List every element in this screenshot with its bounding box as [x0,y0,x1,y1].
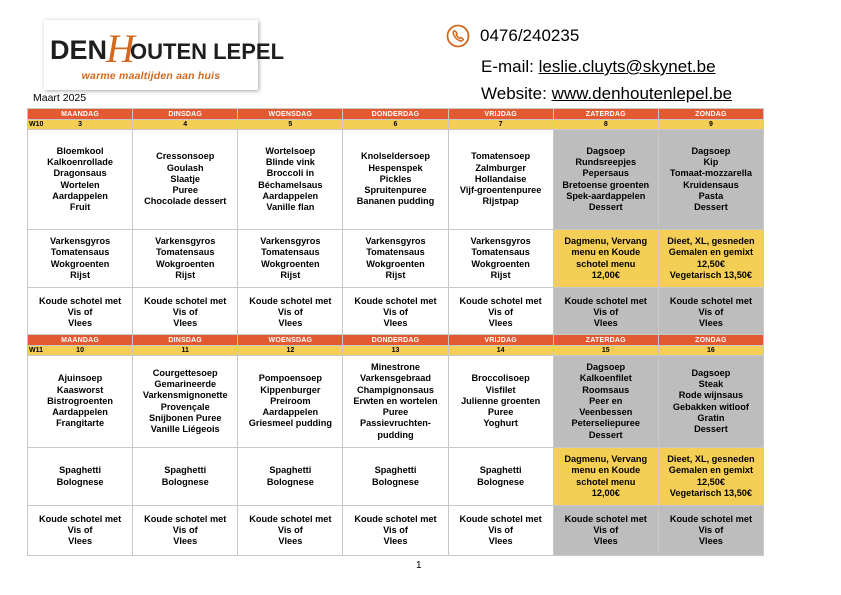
cold-plate-cell [343,288,448,338]
dish-of-week-cell [658,230,763,288]
cell-text: Courgettesoep Gemarineerde Varkensmignonette Provençale Snijbonen Puree Vanille Liégeois [142,367,228,435]
date-number: 7 [498,121,503,128]
contact-block [446,24,733,103]
day-header-row [28,109,764,120]
cold-plate-cell [658,288,763,338]
cell-text: Dieet, XL, gesneden Gemalen en gemixt 12,50€ Vegetarisch 13,50€ [667,453,755,498]
date-cell [133,346,238,356]
website-label: Website: [481,84,552,103]
cell-text: Spaghetti Bolognese [372,465,419,487]
cell-text: Koude schotel met Vis of Vlees [144,513,227,547]
cell-text: Koude schotel met Vis of Vlees [669,295,753,329]
menu-row [28,130,764,230]
date-cell [658,346,763,356]
cold-plate-cell [238,506,343,556]
cold-plate-cell [658,506,763,556]
email-link[interactable]: leslie.cluyts@skynet.be [538,57,716,76]
logo-outen-lepel: OUTEN LEPEL [130,39,285,64]
cell-text: Koude schotel met Vis of Vlees [354,513,437,547]
date-number: 12 [286,347,295,354]
cold-plate-cell [238,288,343,338]
month-label: Maart 2025 [33,92,87,104]
date-cell [28,120,133,130]
dish-of-week-cell [343,230,448,288]
dish-of-week-cell [238,448,343,506]
logo-den: DEN [50,35,108,65]
menu-cell [238,130,343,230]
dish-of-week-cell [28,230,133,288]
cold-plate-cell [133,288,238,338]
menu-cell [133,356,238,448]
menu-row [28,356,764,448]
logo-tagline: warme maaltijden aan huis [81,70,221,82]
date-cell [238,346,343,356]
date-number: 11 [181,347,189,354]
cell-text: Dagmenu, Vervang menu en Koude schotel menu 12,00€ [564,453,648,498]
dish-of-week-cell [238,230,343,288]
cell-text: Koude schotel met Vis of Vlees [38,513,122,547]
cell-text: Koude schotel met Vis of Vlees [144,295,227,329]
cell-text: Koude schotel met Vis of Vlees [669,513,753,547]
dish-of-week-cell [343,448,448,506]
dish-of-week-cell [448,230,553,288]
day-header: DONDERDAG [343,335,448,346]
cold-plate-cell [28,288,133,338]
menu-cell [553,356,658,448]
cold-plate-cell [133,506,238,556]
cell-text: Dagsoep Rundsreepjes Pepersaus Bretoense groenten Spek-aardappelen Dessert [562,145,650,213]
dish-of-week-row [28,448,764,506]
cell-text: Knolseldersoep Hespenspek Pickles Spruitenpuree Bananen pudding [356,151,435,207]
date-cell [343,120,448,130]
menu-cell [343,130,448,230]
cold-plate-cell [343,506,448,556]
dish-of-week-cell [658,448,763,506]
date-cell [343,346,448,356]
dish-of-week-cell [553,448,658,506]
menu-cell [658,130,763,230]
cell-text: Varkensgyros Tomatensaus Wokgroenten Rijst [365,235,426,280]
logo [44,20,285,90]
logo-wordmark [50,26,285,71]
day-header: ZONDAG [658,109,763,120]
cell-text: Koude schotel met Vis of Vlees [354,295,437,329]
logo-h: H [106,26,135,71]
date-row [28,346,764,356]
menu-cell [658,356,763,448]
date-number: 9 [708,121,713,128]
email-label: E-mail: [481,57,539,76]
cell-text: Ajuinsoep Kaasworst Bistrogroenten Aardappelen Frangitarte [47,373,113,429]
date-number: 6 [393,121,398,128]
cell-text: Varkensgyros Tomatensaus Wokgroenten Rijst [49,235,111,280]
email-line [481,57,716,77]
cold-plate-row [28,288,764,338]
date-number: 3 [78,121,83,128]
cell-text: Bloemkool Kalkoenrollade Dragonsaus Wortelen Aardappelen Fruit [47,145,113,213]
week-label: W10 [29,121,44,128]
cell-text: Broccolisoep Visfilet Julienne groenten Puree Yoghurt [461,373,541,429]
day-header-row [28,335,764,346]
menu-cell [28,130,133,230]
cell-text: Dagsoep Kip Tomaat-mozzarella Kruidensaus Pasta Dessert [669,145,752,213]
cell-text: Varkensgyros Tomatensaus Wokgroenten Rijst [260,235,321,280]
week-label: W11 [29,347,44,354]
day-header: VRIJDAG [448,109,553,120]
day-header: MAANDAG [28,109,133,120]
phone-row [446,24,579,48]
cell-text: Koude schotel met Vis of Vlees [459,295,542,329]
cell-text: Cressonsoep Goulash Slaatje Puree Chocolade dessert [144,151,227,207]
date-cell [448,346,553,356]
date-cell [448,120,553,130]
date-cell [553,120,658,130]
cell-text: Wortelsoep Blinde vink Broccoli in Béchamelsaus Aardappelen Vanille flan [258,145,323,213]
cell-text: Spaghetti Bolognese [56,465,104,487]
dish-of-week-cell [133,448,238,506]
dish-of-week-cell [133,230,238,288]
cell-text: Pompoensoep Kippenburger Preiroom Aardappelen Griesmeel pudding [248,373,332,429]
cold-plate-row [28,506,764,556]
day-header: MAANDAG [28,335,133,346]
cell-text: Spaghetti Bolognese [266,465,314,487]
day-header: DONDERDAG [343,109,448,120]
week-table [27,334,764,556]
cell-text: Dagsoep Steak Rode wijnsaus Gebakken witloof Gratin Dessert [672,367,749,435]
cell-text: Dagmenu, Vervang menu en Koude schotel menu 12,00€ [564,235,648,280]
date-number: 15 [601,347,610,354]
menu-cell [448,130,553,230]
cell-text: Dieet, XL, gesneden Gemalen en gemixt 12,50€ Vegetarisch 13,50€ [667,235,755,280]
cold-plate-cell [448,506,553,556]
date-cell [553,346,658,356]
cold-plate-cell [553,506,658,556]
date-number: 5 [288,121,293,128]
cell-text: Varkensgyros Tomatensaus Wokgroenten Rijst [155,235,216,280]
cold-plate-cell [553,288,658,338]
day-header: DINSDAG [133,335,238,346]
day-header: ZONDAG [658,335,763,346]
cell-text: Minestrone Varkensgebraad Champignonsaus Erwten en wortelen Puree Passievruchten- pudding [353,361,438,440]
cell-text: Spaghetti Bolognese [477,465,525,487]
menu-cell [448,356,553,448]
cell-text: Koude schotel met Vis of Vlees [38,295,122,329]
menu-cell [133,130,238,230]
date-number: 13 [391,347,400,354]
date-number: 16 [707,347,715,354]
cell-text: Varkensgyros Tomatensaus Wokgroenten Rijst [470,235,531,280]
website-link[interactable]: www.denhoutenlepel.be [551,84,733,103]
day-header: WOENSDAG [238,335,343,346]
day-header: WOENSDAG [238,109,343,120]
date-row [28,120,764,130]
date-number: 14 [496,347,505,354]
cold-plate-cell [28,506,133,556]
dish-of-week-cell [28,448,133,506]
menu-cell [28,356,133,448]
dish-of-week-row [28,230,764,288]
date-number: 4 [183,121,188,128]
website-line [481,84,732,104]
date-cell [658,120,763,130]
cold-plate-cell [448,288,553,338]
menu-cell [238,356,343,448]
cell-text: Dagsoep Kalkoenfilet Roomsaus Peer en Veenbessen Peterseliepuree Dessert [571,361,640,440]
cell-text: Koude schotel met Vis of Vlees [459,513,542,547]
day-header: VRIJDAG [448,335,553,346]
cell-text: Tomatensoep Zalmburger Hollandaise Vijf-groentenpuree Rijstpap [459,151,542,207]
day-header: DINSDAG [133,109,238,120]
dish-of-week-cell [553,230,658,288]
date-cell [238,120,343,130]
menu-cell [343,356,448,448]
cell-text: Koude schotel met Vis of Vlees [249,513,332,547]
date-number: 8 [603,121,608,128]
week-table [27,108,764,338]
dish-of-week-cell [448,448,553,506]
phone-icon [446,24,470,48]
cell-text: Koude schotel met Vis of Vlees [564,513,647,547]
cell-text: Koude schotel met Vis of Vlees [564,295,647,329]
page-number: 1 [416,560,422,571]
date-cell [133,120,238,130]
date-cell [28,346,133,356]
cell-text: Spaghetti Bolognese [161,465,209,487]
cell-text: Koude schotel met Vis of Vlees [249,295,332,329]
day-header: ZATERDAG [553,109,658,120]
menu-cell [553,130,658,230]
date-number: 10 [76,347,84,354]
day-header: ZATERDAG [553,335,658,346]
phone-number[interactable]: 0476/240235 [480,26,580,45]
